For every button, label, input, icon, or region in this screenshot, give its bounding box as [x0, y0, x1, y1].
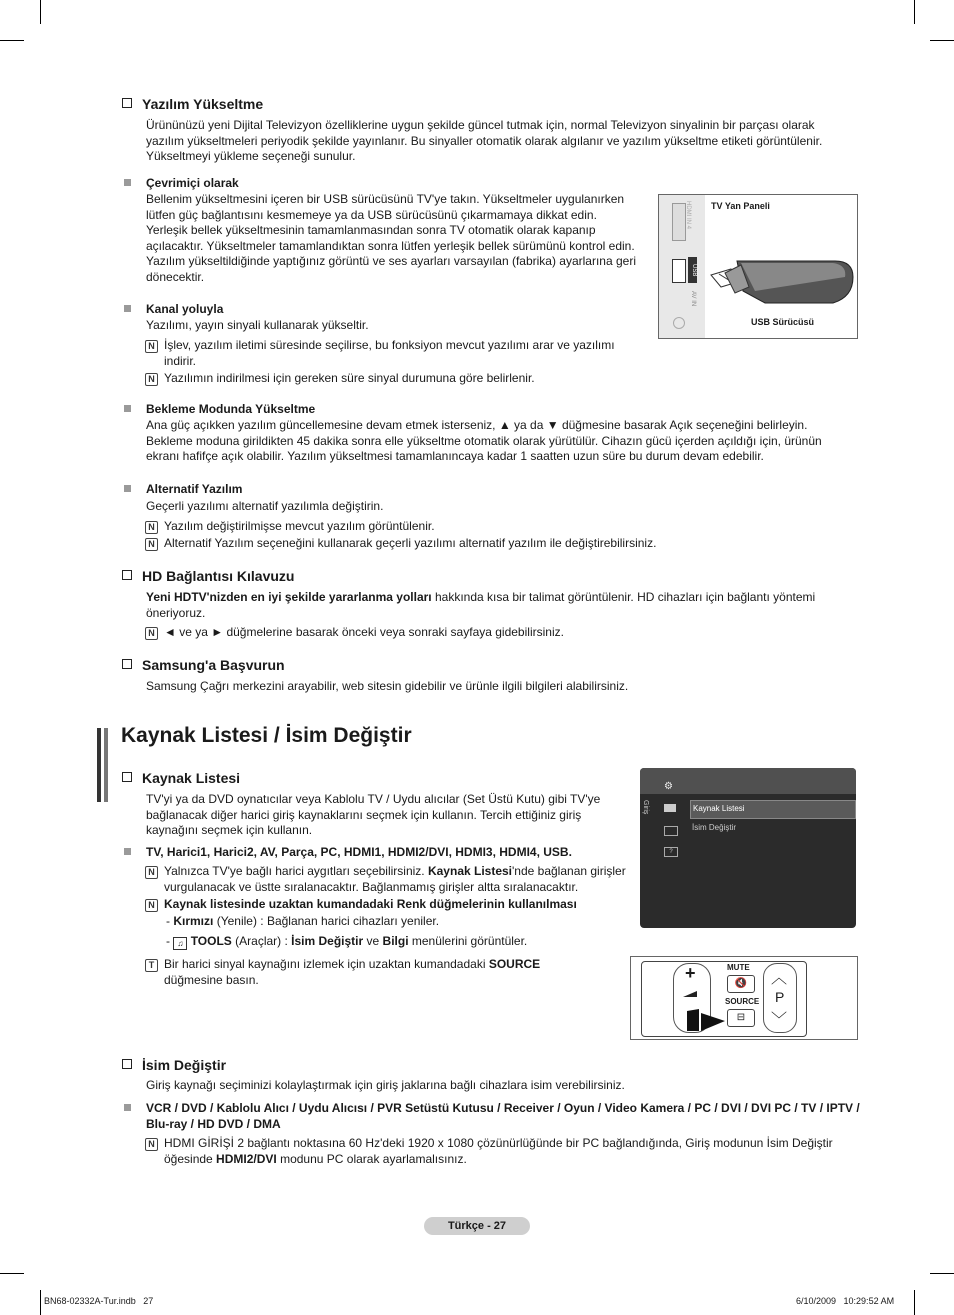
crop-mark: [40, 1290, 41, 1315]
checkbox-bullet-icon: [122, 98, 132, 108]
contact-paragraph: Samsung Çağrı merkezini arayabilir, web sitesin gidebilir ve ürünle ilgili bilgileri alabilirsiniz.: [146, 679, 629, 693]
pointer-arrow-icon: [685, 1005, 731, 1033]
channel-paragraph: Yazılımı, yayın sinyali kullanarak yükseltir.: [146, 318, 369, 332]
subheading-standby: Bekleme Modunda Yükseltme: [146, 402, 316, 416]
footer-date: 6/10/2009 10:29:52 AM: [796, 1296, 895, 1306]
color-button-red: - Kırmızı (Yenile) : Bağlanan harici cihazları yeniler.: [166, 914, 440, 928]
note-bold: SOURCE: [488, 957, 541, 971]
channel-note-2: Yazılımın indirilmesi için gereken süre sinyal durumuna göre belirlenir.: [164, 371, 535, 385]
note-text: Bir harici sinyal kaynağını izlemek için uzaktan kumandadaki: [164, 957, 489, 971]
section-heading-source-list: [122, 770, 240, 786]
hd-guide-note: ◄ ve ya ► düğmelerine basarak önceki veya sonraki sayfaya gidebilirsiniz.: [164, 625, 564, 639]
source-names: TV, Harici1, Harici2, AV, Parça, PC, HDMI1, HDMI2/DVI, HDMI3, HDMI4, USB.: [146, 845, 572, 859]
source-list-note-3: [164, 957, 564, 988]
crop-mark: [914, 0, 915, 24]
section-heading-contact-samsung: [122, 657, 285, 673]
hd-guide-text: hakkında kısa bir talimat görüntülenir. HD cihazları için bağlantı yöntemi öneriyoruz.: [146, 590, 816, 620]
tools-text: ve: [363, 934, 383, 948]
note-icon: N: [145, 373, 158, 386]
source-button-icon: ⊟: [727, 1009, 755, 1027]
heading-text: Kaynak Listesi: [142, 770, 241, 786]
crop-mark: [0, 1273, 24, 1274]
menu-side-label: Giriş: [642, 800, 649, 815]
crop-mark: [40, 0, 41, 24]
alternative-note-2: Alternatif Yazılım seçeneğini kullanarak geçerli yazılımı alternatif yazılım ile değiştirebilirsiniz.: [164, 536, 657, 550]
source-label: SOURCE: [725, 997, 760, 1006]
note-icon: N: [145, 1138, 158, 1151]
hdmi-port-label: HDMI IN 4: [685, 201, 691, 230]
square-bullet-icon: [124, 848, 131, 855]
alternative-paragraph: Geçerli yazılımı alternatif yazılımla değiştirin.: [146, 499, 384, 513]
channel-note-1: İşlev, yazılım iletimi süresinde seçilirse, bu fonksiyon mevcut yazılımı arar ve yazılımı indirir.: [164, 338, 615, 368]
picture-icon: [664, 826, 678, 836]
page-number: Türkçe - 27: [424, 1217, 530, 1235]
note-icon: N: [145, 627, 158, 640]
title-bar-decoration: [97, 728, 101, 802]
rename-paragraph: Giriş kaynağı seçiminizi kolaylaştırmak için giriş jaklarına bağlı cihazlara isim verebilirsiniz.: [146, 1078, 625, 1092]
heading-text: Samsung'a Başvurun: [142, 657, 285, 673]
checkbox-bullet-icon: [122, 659, 132, 669]
volume-up-icon: +: [685, 963, 696, 983]
heading-text: HD Bağlantısı Kılavuzu: [142, 568, 295, 584]
info-label: Bilgi: [382, 934, 409, 948]
source-list-paragraph: TV'yi ya da DVD oynatıcılar veya Kablolu TV / Uydu alıcılar (Set Üstü Kutu) gibi TV'ye bağlanacak diğer harici giriş kaynaklarını seçmek için kullanın. Tercih ettiğiniz giriş kaynağını seçmek için kullanın.: [146, 792, 601, 837]
crop-mark: [914, 1290, 915, 1315]
crop-mark: [930, 1273, 954, 1274]
hd-guide-paragraph: [146, 590, 846, 621]
note-icon: N: [145, 899, 158, 912]
menu-item-source-list: [690, 800, 856, 819]
channel-down-icon: ﹀: [771, 1012, 788, 1029]
volume-level-icon: [683, 991, 697, 997]
usb-figure: [658, 194, 858, 339]
square-bullet-icon: [124, 1104, 131, 1111]
crop-mark: [930, 40, 954, 41]
section-heading-software-upgrade: [122, 96, 263, 112]
section-heading-rename: [122, 1057, 226, 1073]
menu-item-label: Kaynak Listesi: [693, 804, 745, 813]
section-heading-hd-guide: [122, 568, 294, 584]
square-bullet-icon: [124, 405, 131, 412]
note-text: 'nde bağlanan girişler vurgulanacak ve üstte sıralanacaktır. Bağlanmamış girişler altta sıralanacaktır.: [164, 864, 626, 894]
rename-note: [164, 1136, 854, 1167]
subheading-alternative: Alternatif Yazılım: [146, 482, 243, 496]
red-button-label: Kırmızı: [173, 914, 214, 928]
note-bold: HDMI2/DVI: [216, 1151, 277, 1166]
note-icon: N: [145, 538, 158, 551]
heading-text: İsim Değiştir: [142, 1057, 227, 1073]
source-list-note-1: [164, 864, 634, 895]
alternative-note-1: Yazılım değiştirilmişse mevcut yazılım görüntülenir.: [164, 519, 435, 533]
checkbox-bullet-icon: [122, 1059, 132, 1069]
channel-up-icon: ︿: [771, 970, 788, 987]
note-bold: Kaynak Listesi: [427, 864, 513, 878]
tools-text: menülerini görüntüler.: [408, 934, 528, 948]
note-text: düğmesine basın.: [164, 972, 259, 987]
note-icon: N: [145, 866, 158, 879]
input-icon: [664, 804, 676, 812]
hd-guide-bold: Yeni HDTV'nizden en iyi şekilde yararlanma yolları: [146, 590, 432, 604]
source-list-note-2: Kaynak listesinde uzaktan kumandadaki Renk düğmelerinin kullanılması: [164, 897, 577, 911]
tv-menu-figure: [640, 768, 856, 928]
standby-paragraph: Ana güç açıkken yazılım güncellemesine devam etmek isterseniz, ▲ ya da ▼ düğmesine basarak Açık seçeneğini belirleyin. Bekleme moduna girildikten 45 dakika sonra elle yükseltme otomatik olarak yürütülür. Cihazın gücü içerden açıldığı için, ürünün ekranı hafifçe açık olabilir. Yazılım yükseltmesi tamamlanıncaya kadar 1 saatten uzun süre bu durum devam edebilir.: [146, 418, 822, 463]
av-jack: [673, 317, 685, 329]
subheading-channel: Kanal yoluyla: [146, 302, 224, 316]
tv-panel-label: TV Yan Paneli: [711, 201, 770, 211]
remote-figure: [630, 956, 858, 1040]
remote-note-icon: T: [145, 959, 158, 972]
tools-button-row: - ♫ TOOLS (Araçlar) : İsim Değiştir ve Bilgi menülerini görüntüler.: [166, 934, 528, 948]
usb-port: [672, 259, 686, 283]
heading-text: Yazılım Yükseltme: [142, 96, 264, 112]
usb-port-label: USB: [688, 257, 697, 283]
note-icon: N: [145, 340, 158, 353]
subheading-online: Çevrimiçi olarak: [146, 176, 239, 190]
support-icon: ?: [664, 847, 678, 857]
intro-paragraph: Ürününüzü yeni Dijital Televizyon özelliklerine uygun şekilde güncel tutmak için, normal Televizyon sinyalinin bir parçası olarak yazılım yükseltmeleri periyodik şekilde yayınlanır. Bu sinyaller otomatik olarak algılanır ve yazılım yükseltme etiketi görüntülenir. Yükseltmeyi yükleme seçeneği sunulur.: [146, 118, 823, 163]
checkbox-bullet-icon: [122, 570, 132, 580]
usb-drive-label: USB Sürücüsü: [751, 317, 815, 327]
av-port-label: AV IN: [690, 291, 696, 307]
gear-icon: ⚙: [664, 781, 673, 792]
online-paragraph: Bellenim yükseltmesini içeren bir USB sürücüsünü TV'ye takın. Yükseltmeler uygulanırken lütfen güç bağlantısını kesmemeye ya da USB sürücüsünü çıkarmamaya dikkat edin. Yerleşik bellek yükseltmesinin tamamlanmasından sonra TV otomatik olarak kapanıp açılacaktır. Yükseltmeler tamamlandıktan sonra lütfen yerleşik bellek sürümünü kontrol edin. Yazılım yükseltildiğinde yaptığınız görüntü ve ses ayarları varsayılan (fabrika) ayarlarına geri dönecektir.: [146, 192, 637, 284]
note-text: modunu PC olarak ayarlamalısınız.: [276, 1151, 467, 1166]
square-bullet-icon: [124, 305, 131, 312]
footer-file: BN68-02332A-Tur.indb 27: [44, 1296, 154, 1306]
square-bullet-icon: [124, 179, 131, 186]
title-bar-decoration: [104, 728, 108, 802]
crop-mark: [0, 40, 24, 41]
note-icon: N: [145, 521, 158, 534]
note-text: HDMI GİRİŞİ 2 bağlantı noktasına 60 Hz'deki 1920 x 1080 çözünürlüğünde bir PC bağlandığında, Giriş modunun İsim Değiştir öğesinde: [164, 1136, 833, 1166]
tools-icon: ♫: [173, 937, 187, 950]
hdmi-port: [672, 203, 686, 241]
mute-label: MUTE: [727, 963, 750, 972]
usb-drive-illustration: [705, 247, 857, 309]
rename-options: VCR / DVD / Kablolu Alıcı / Uydu Alıcısı / PVR Setüstü Kutusu / Receiver / Oyun / Video Kamera / PC / DVI / DVI PC / TV / IPTV / Blu-ray / HD DVD / DMA: [146, 1101, 860, 1131]
mute-button-icon: 🔇: [727, 975, 755, 993]
checkbox-bullet-icon: [122, 772, 132, 782]
page-title: Kaynak Listesi / İsim Değiştir: [121, 724, 412, 747]
tools-label: TOOLS: [190, 934, 232, 948]
red-button-text: (Yenile) : Bağlanan harici cihazları yeniler.: [213, 914, 440, 928]
menu-item-rename: İsim Değiştir: [692, 823, 737, 832]
square-bullet-icon: [124, 485, 131, 492]
note-text: Yalnızca TV'ye bağlı harici aygıtları seçebilirsiniz.: [164, 864, 428, 878]
channel-label: P: [775, 989, 785, 1005]
tools-text: (Araçlar) :: [231, 934, 292, 948]
rename-label: İsim Değiştir: [291, 934, 364, 948]
